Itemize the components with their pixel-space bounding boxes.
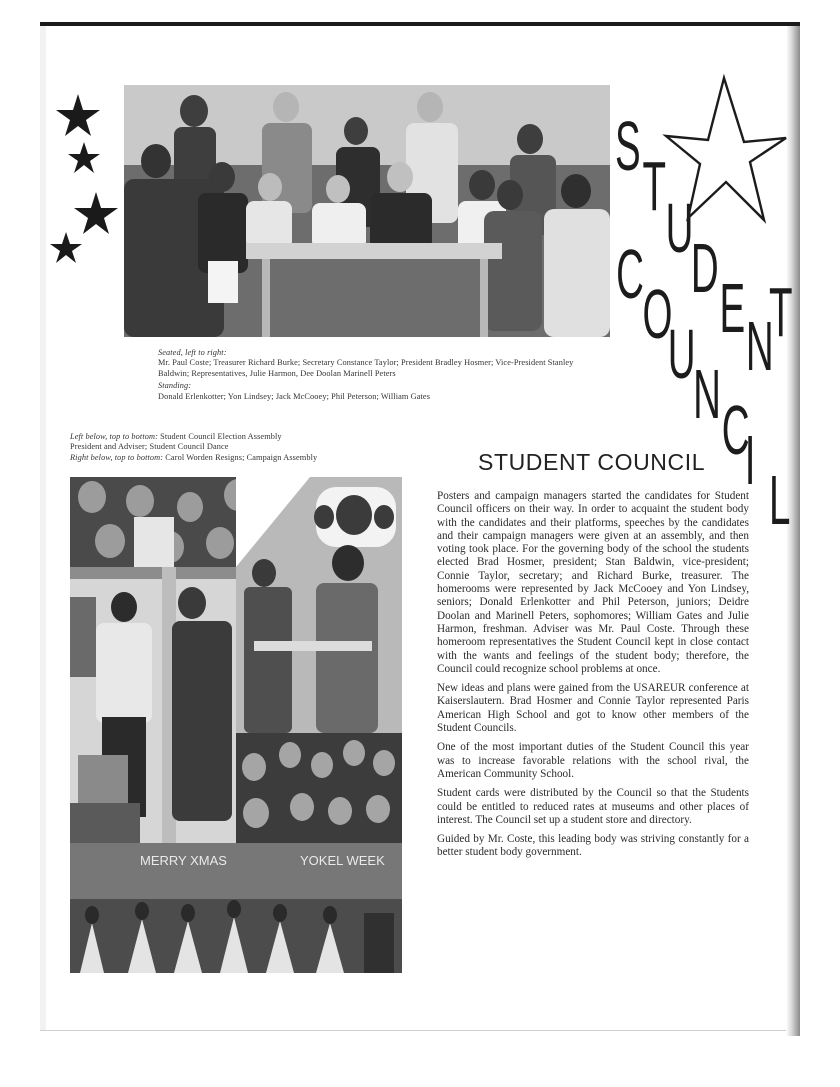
- page-title: STUDENT COUNCIL: [478, 449, 706, 475]
- collage-right-text: Carol Worden Resigns; Campaign Assembly: [163, 452, 318, 462]
- carol-worden-photo: [236, 477, 402, 733]
- collage-left-line2: President and Adviser; Student Council Dance: [70, 442, 229, 452]
- title-letter-e: E: [719, 268, 746, 347]
- article-paragraph: One of the most important duties of the Student Council this year was to increase favorable relations with the school rival, the American Community School.: [437, 741, 749, 780]
- seated-label: Seated, left to right:: [158, 348, 227, 357]
- article-body: [437, 490, 749, 866]
- collage-left-label: Left below, top to bottom:: [70, 432, 158, 441]
- title-letter-o: O: [642, 274, 673, 353]
- collage-left-line1: Student Council Election Assembly: [157, 432, 282, 441]
- title-letter-t: T: [642, 146, 667, 225]
- article-paragraph: Posters and campaign managers started the candidates for Student Council officers on their way. In order to acquaint the student body with the candidates and their platforms, speeches by the candidates and their campaign managers were given at an assembly, and then voting took place. For the governing body of the school the students elected Brad Hosmer, president; Stan Baldwin, vice-president; Connie Taylor, secretary; and Richard Burke, treasurer. The homerooms were represented by Jack McCooey and Yon Lindsey, seniors; Donald Erlenkotter and Phil Peterson, juniors; Deidre Doolan and Marinell Peters, sophomores; William Gates and Julie Harmon, freshman. Adviser was Mr. Paul Coste. Through these homeroom representatives the Student Council kept in close contact with the wants and feelings of the student body; therefore, the Council could recognize school problems at once.: [437, 490, 749, 675]
- title-letter-u2: U: [667, 314, 696, 393]
- collage-caption: [70, 432, 410, 463]
- article-paragraph: Student cards were distributed by the Council so that the Students could be entitled to reduced rates at museums and other places of interest. The Council set up a student store and directory.: [437, 787, 749, 826]
- standing-names: Donald Erlenkotter; Yon Lindsey; Jack McCooey; Phil Peterson; William Gates: [158, 391, 431, 401]
- star-icon: [56, 94, 100, 136]
- star-icon: [74, 192, 118, 234]
- standing-label: Standing:: [158, 381, 192, 391]
- title-letter-s: S: [615, 106, 641, 185]
- xmas-sign: MERRY XMAS: [140, 853, 227, 868]
- page-top-rule: [40, 22, 800, 26]
- title-letter-i: I: [744, 420, 756, 499]
- article-paragraph: Guided by Mr. Coste, this leading body was striving constantly for a better student body government.: [437, 833, 749, 859]
- title-letter-c2: C: [721, 390, 750, 469]
- title-letter-l: L: [769, 460, 791, 539]
- title-letter-c: C: [616, 234, 644, 313]
- title-letter-u: U: [665, 188, 694, 267]
- seated-names: Mr. Paul Coste; Treasurer Richard Burke; Secretary Constance Taylor; President Bradley Hosmer; Vice-President Stanley Baldwin; Representatives, Julie Harmon, Dee Doolan Marinell Peters: [158, 358, 574, 378]
- title-letter-t2: T: [769, 272, 793, 351]
- collage-right-label: Right below, top to bottom:: [70, 452, 164, 462]
- page-left-shade: [40, 26, 46, 1030]
- star-icon: [68, 142, 100, 173]
- title-letter-n2: N: [693, 354, 721, 433]
- title-letter-n: N: [745, 306, 774, 385]
- student-council-dance-photo: [70, 843, 402, 973]
- page-bottom-edge: [40, 1030, 786, 1031]
- yokel-sign: YOKEL WEEK: [300, 853, 385, 868]
- article-paragraph: New ideas and plans were gained from the USAREUR conference at Kaiserslautern. Brad Hosmer and Connie Taylor represented Paris American High School and got to know other members of the Student Councils.: [437, 682, 749, 735]
- president-adviser-photo: [70, 567, 236, 843]
- title-letter-d: D: [690, 228, 719, 307]
- star-icon: [50, 232, 82, 263]
- campaign-assembly-photo: [236, 733, 402, 843]
- star-cluster-icon: [50, 92, 120, 272]
- group-photo-caption: [158, 348, 588, 402]
- group-photo: [124, 85, 610, 337]
